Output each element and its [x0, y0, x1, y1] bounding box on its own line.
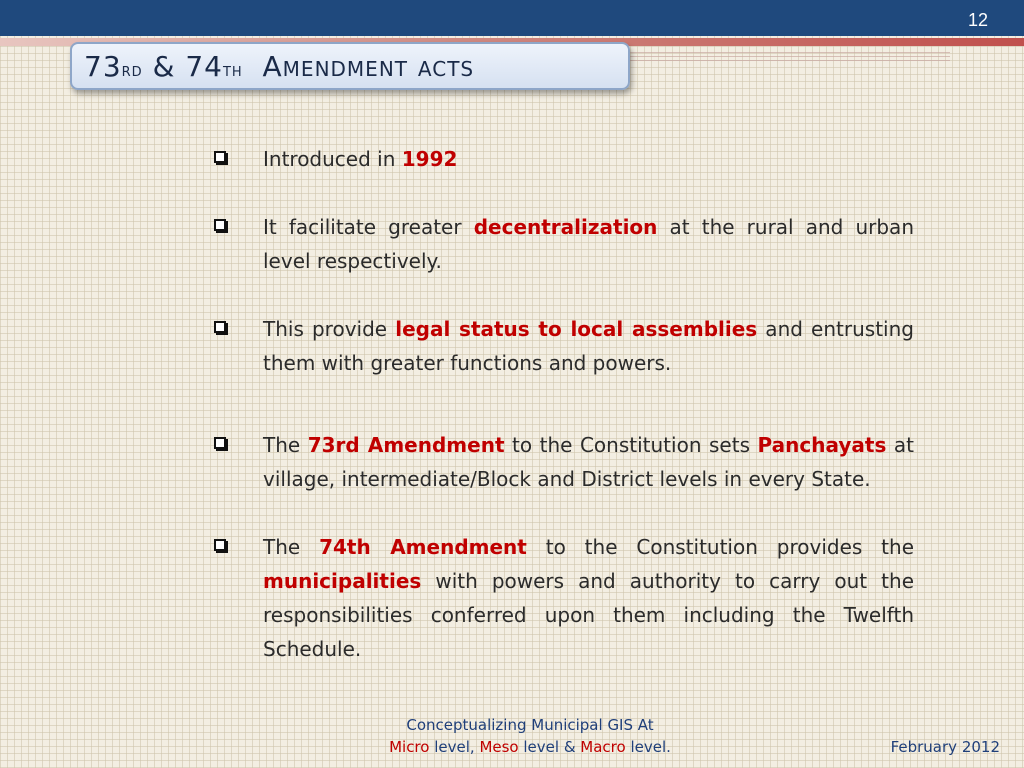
slide-number: 12: [967, 10, 988, 30]
bullet-text: [263, 142, 914, 176]
bullet-list: [214, 142, 914, 666]
text-span: The: [263, 535, 320, 559]
title-rest: Amendment acts: [262, 49, 475, 83]
slide-title: [84, 50, 474, 83]
text-span: This provide: [263, 317, 396, 341]
highlight-span: municipalities: [263, 569, 422, 593]
text-span: The: [263, 433, 308, 457]
footer-macro: Macro: [580, 738, 626, 756]
footer-line-1: Conceptualizing Municipal GIS At: [406, 716, 654, 734]
title-num-74: 74: [185, 49, 223, 83]
footer-level-3: level.: [625, 738, 671, 756]
highlight-span: Panchayats: [757, 433, 887, 457]
highlight-span: 73rd Amendment: [307, 433, 505, 457]
text-span: at the rural and urban level respectively.: [263, 215, 914, 273]
title-ordinal-th: th: [222, 59, 243, 81]
text-span: to the Constitution sets: [504, 433, 758, 457]
bullet-item: [214, 210, 914, 278]
title-ampersand: &: [152, 49, 176, 83]
highlight-span: legal status to local assemblies: [395, 317, 758, 341]
checkbox-bullet-icon: [214, 437, 226, 449]
footer-caption: [330, 714, 730, 758]
decorative-lines: [620, 52, 950, 64]
checkbox-bullet-icon: [214, 321, 226, 333]
footer-level-2: level &: [518, 738, 581, 756]
bullet-text: [263, 530, 914, 666]
bullet-item: [214, 428, 914, 496]
highlight-span: 1992: [401, 147, 458, 171]
footer-date: February 2012: [890, 738, 1000, 756]
highlight-span: 74th Amendment: [319, 535, 527, 559]
text-span: It facilitate greater: [263, 215, 474, 239]
text-span: with powers and authority to carry out the responsibilities conferred upon them including the Twelfth Schedule.: [263, 569, 914, 661]
checkbox-bullet-icon: [214, 151, 226, 163]
title-ordinal-rd: rd: [121, 59, 143, 81]
footer-line-2: [330, 736, 730, 758]
title-box: [70, 42, 630, 90]
checkbox-bullet-icon: [214, 219, 226, 231]
bullet-item: [214, 142, 914, 176]
text-span: to the Constitution provides the: [526, 535, 915, 559]
title-num-73: 73: [84, 49, 122, 83]
text-span: and entrusting them with greater functions and powers.: [263, 317, 914, 375]
bullet-text: [263, 428, 914, 496]
footer-level-1: level,: [429, 738, 480, 756]
top-bar: [0, 0, 1024, 36]
footer-meso: Meso: [479, 738, 519, 756]
text-span: at village, intermediate/Block and District levels in every State.: [263, 433, 914, 491]
bullet-item: [214, 312, 914, 380]
bullet-text: [263, 210, 914, 278]
bullet-text: [263, 312, 914, 380]
text-span: Introduced in: [263, 147, 402, 171]
footer-micro: Micro: [389, 738, 430, 756]
checkbox-bullet-icon: [214, 539, 226, 551]
highlight-span: decentralization: [473, 215, 658, 239]
bullet-item: [214, 530, 914, 666]
